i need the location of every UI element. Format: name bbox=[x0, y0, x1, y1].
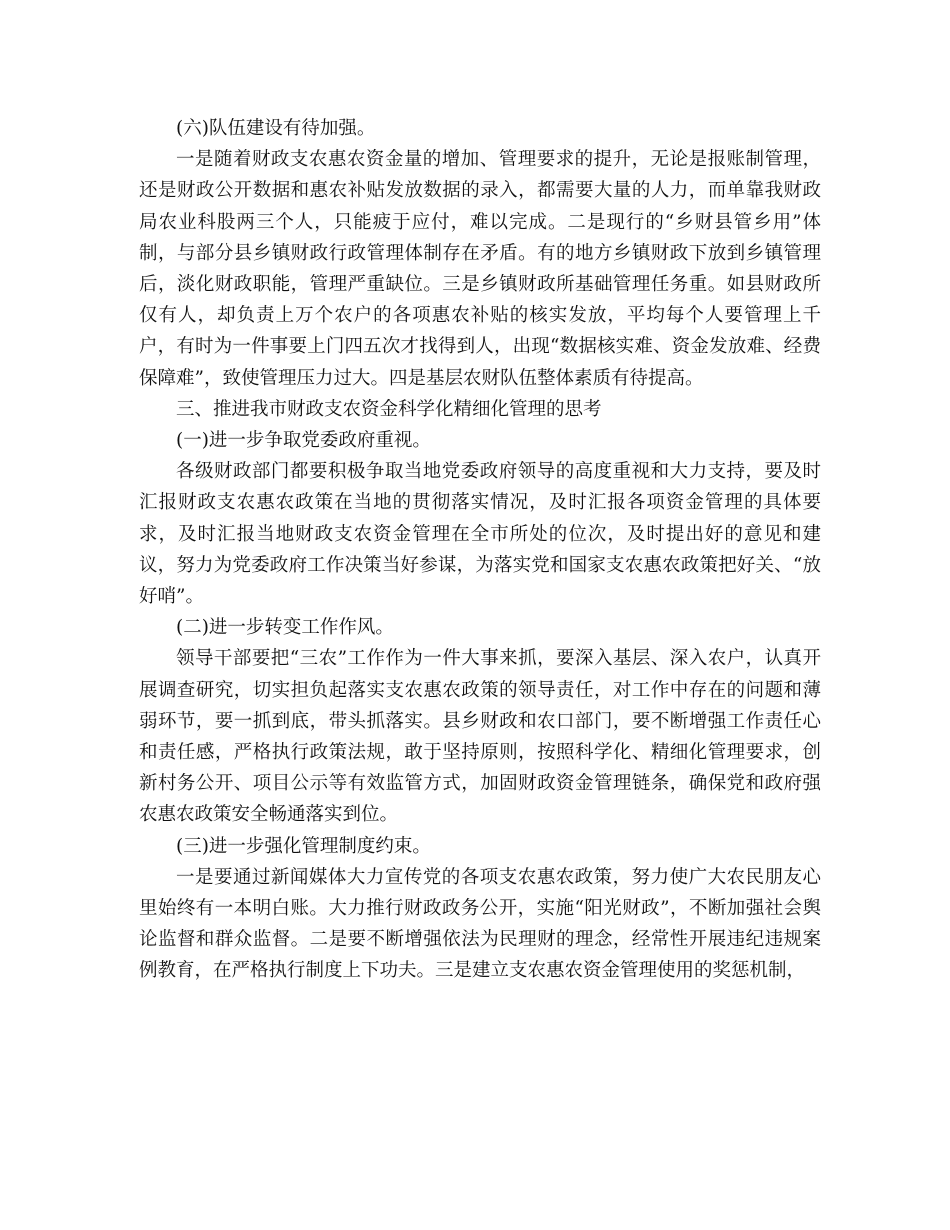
subheading-3: (三)进一步强化管理制度约束。 bbox=[176, 835, 431, 857]
paragraph-team-building-issues: 一是随着财政支农惠农资金量的增加、管理要求的提升，无论是报账制管理，还是财政公开数据和惠农补贴发放数据的录入，都需要大量的人力，而单靠我财政局农业科股两三个人，只能疲于应付，难以完成。二是现行的“乡财县管乡用”体制，与部分县乡镇财政行政管理体制存在矛盾。有的地方乡镇财政下放到乡镇管理后，淡化财政职能，管理严重缺位。三是乡镇财政所基础管理任务重。如县财政所仅有人，却负责上万个农户的各项惠农补贴的核实发放，平均每个人要管理上千户，有时为一件事要上门四五次才找得到人，出现“数据核实难、资金发放难、经费保障难”，致使管理压力过大。四是基层农财队伍整体素质有待提高。 bbox=[139, 149, 821, 389]
paragraph-subheading-3: 一是要通过新闻媒体大力宣传党的各项支农惠农政策，努力使广大农民朋友心里始终有一本明白账。大力推行财政政务公开，实施“阳光财政”，不断加强社会舆论监督和群众监督。二是要不断增强依法为民理财的理念，经常性开展违纪违规案例教育，在严格执行制度上下功夫。三是建立支农惠农资金管理使用的奖惩机制， bbox=[139, 866, 821, 982]
subheading-1: (一)进一步争取党委政府重视。 bbox=[176, 430, 431, 452]
document-body bbox=[139, 113, 821, 987]
section-heading-3: 三、推进我市财政支农资金科学化精细化管理的思考 bbox=[176, 398, 602, 420]
subheading-2: (二)进一步转变工作作风。 bbox=[176, 617, 394, 639]
paragraph-subheading-2: 领导干部要把“三农”工作作为一件大事来抓，要深入基层、深入农户，认真开展调查研究，切实担负起落实支农惠农政策的领导责任，对工作中存在的问题和薄弱环节，要一抓到底，带头抓落实。县乡财政和农口部门，要不断增强工作责任心和责任感，严格执行政策法规，敢于坚持原则，按照科学化、精细化管理要求，创新村务公开、项目公示等有效监管方式，加固财政资金管理链条，确保党和政府强农惠农政策安全畅通落实到位。 bbox=[139, 648, 821, 826]
paragraph-subheading-1: 各级财政部门都要积极争取当地党委政府领导的高度重视和大力支持，要及时汇报财政支农惠农政策在当地的贯彻落实情况，及时汇报各项资金管理的具体要求，及时汇报当地财政支农资金管理在全市所处的位次，及时提出好的意见和建议，努力为党委政府工作决策当好参谋，为落实党和国家支农惠农政策把好关、“放好哨”。 bbox=[139, 461, 821, 608]
heading-team-building: (六)队伍建设有待加强。 bbox=[176, 118, 376, 139]
